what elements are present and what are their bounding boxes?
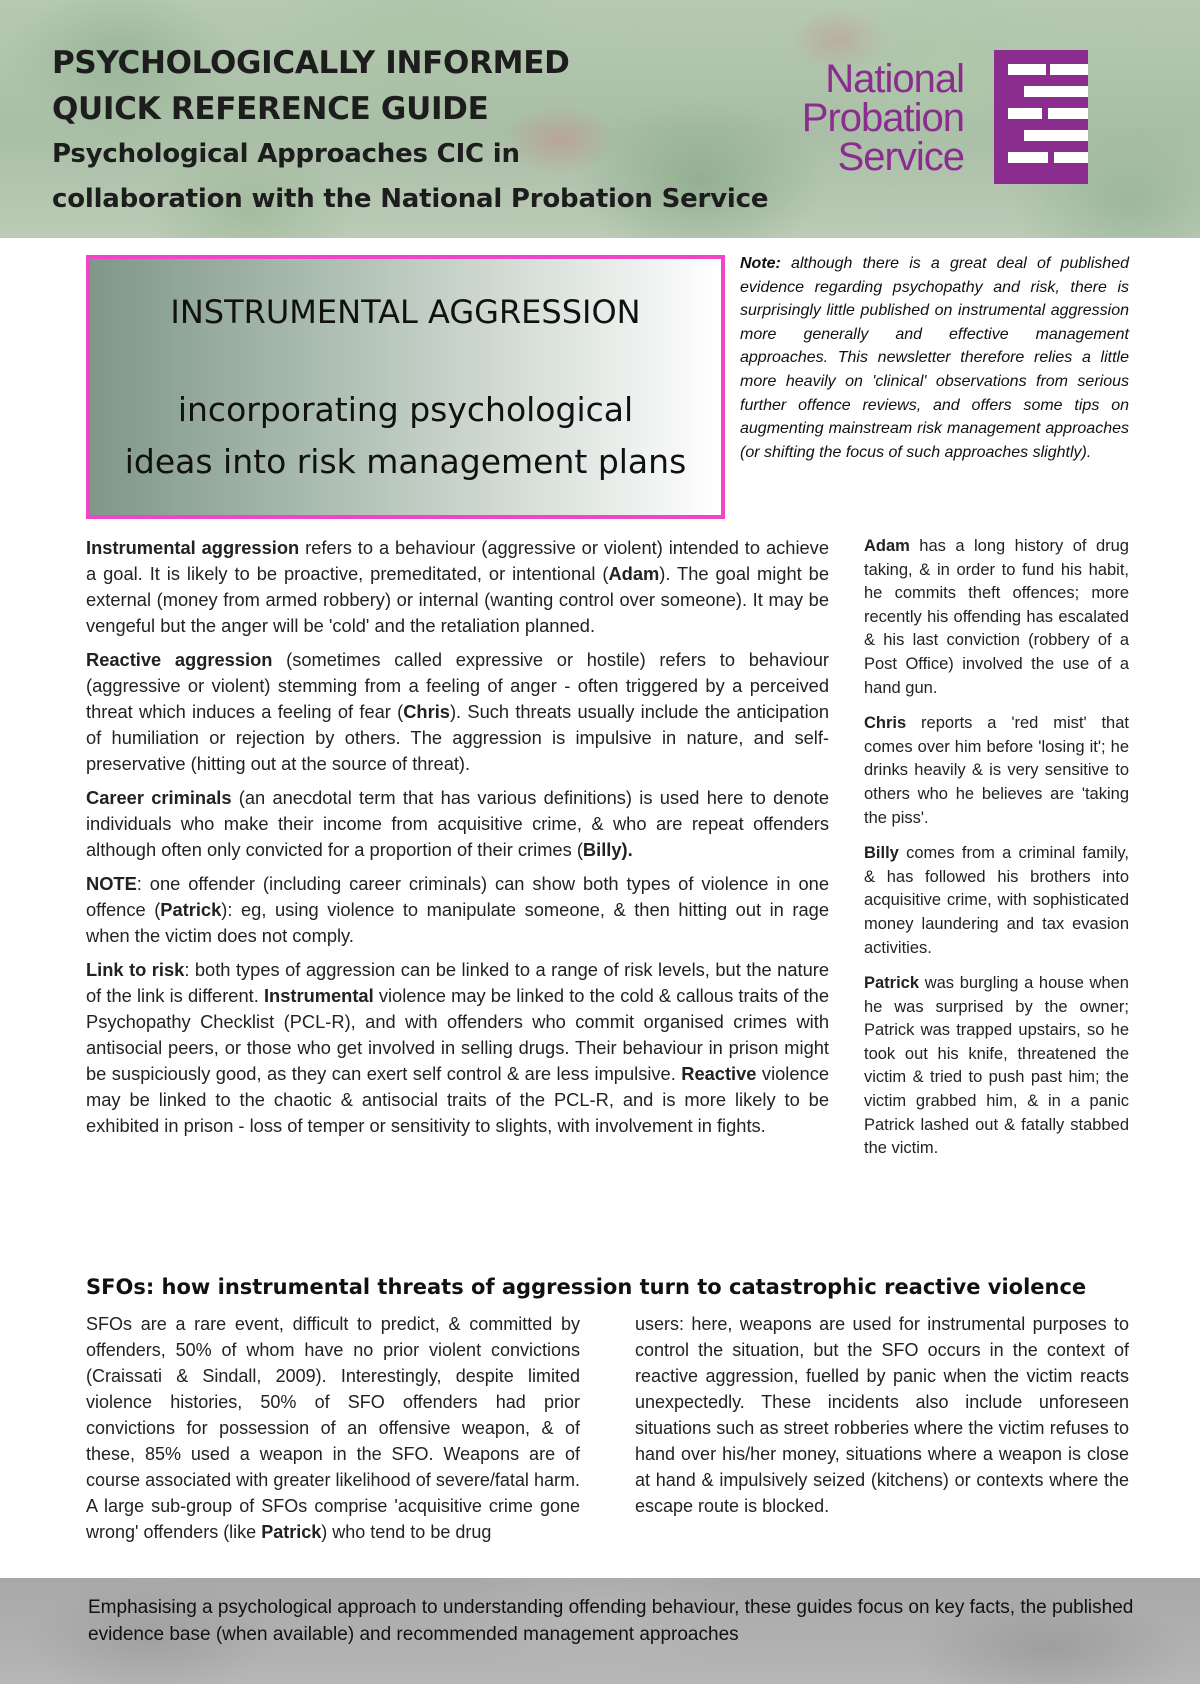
case-text: comes from a criminal family, & has followed his brothers into acquisitive crime, with sophisticated money laundering and tax evasion activities. [864,844,1129,957]
text: ). The goal might be external (money from armed robbery) or internal (wanting control over someone). It may be vengeful but the anger will be 'cold' and the retaliation planned. [86,563,829,636]
case-text: reports a 'red mist' that comes over him before 'losing it'; he drinks heavily & is very sensitive to others who he believes are 'taking the piss'. [864,714,1129,827]
case-name: Chris [864,714,907,733]
header-title-line2: QUICK REFERENCE GUIDE [52,91,489,127]
title-subheading-line1: incorporating psychological [177,390,634,429]
name-chris: Chris [403,701,450,722]
text: ). [621,839,633,860]
logo-line1: National [825,57,964,101]
header-title-line1: PSYCHOLOGICALLY INFORMED [52,45,570,81]
case-text: was burgling a house when he was surprised by the owner; Patrick was trapped upstairs, so he took out his knife, threatened the victim & tried to push past him; the victim grabbed him, & in a panic Patrick lashed out & fatally stabbed the victim. [864,974,1129,1158]
sfo-heading: SFOs: how instrumental threats of aggression turn to catastrophic reactive violence [86,1275,1087,1299]
text: (an anecdotal term that has various definitions) is used here to denote individuals who make their income from acquisitive crime, & who are repeat offenders although often only convicted for a proportion of their crimes ( [86,787,829,860]
logo-line3: Service [837,135,964,179]
name-adam: Adam [608,563,660,584]
case-patrick [864,972,1129,1161]
note-label: Note: [740,255,781,272]
term-note: NOTE [86,873,137,894]
case-name: Patrick [864,974,920,993]
text: (sometimes called expressive or hostile) refers to behaviour (aggressive or violent) stemming from a feeling of anger - often triggered by a perceived threat which induces a feeling of fear ( [86,649,829,722]
paragraph-note [86,871,829,949]
name-billy: Billy [582,839,622,860]
case-adam [864,535,1129,700]
text: ): eg, using violence to manipulate someone, & then hitting out in rage when the victim does not comply. [86,899,829,946]
name-patrick: Patrick [261,1522,322,1542]
text: refers to a behaviour (aggressive or violent) intended to achieve a goal. It is likely to be proactive, premeditated, or intentional ( [86,537,829,584]
note-text: although there is a great deal of published evidence regarding psychopathy and risk, there is surprisingly little published on instrumental aggression more generally and effective management approaches. This newsletter therefore relies a little more heavily on 'clinical' observations from serious further offence reviews, and offers some tips on augmenting mainstream risk management approaches (or shifting the focus of such approaches slightly). [740,255,1129,461]
footer-banner [0,1578,1200,1684]
term-instrumental-inline: Instrumental [263,985,374,1006]
term-link-to-risk: Link to risk [86,959,185,980]
header-banner [0,0,1200,238]
term-reactive-inline: Reactive [681,1063,757,1084]
text: ) who tend to be drug [321,1522,492,1542]
case-examples-column [864,535,1129,1173]
text: violence may be linked to the cold & callous traits of the Psychopathy Checklist (PCL-R), and with offenders who commit organised crimes with antisocial peers, or those who get involved in selling drugs. Their behaviour in prison might be suspiciously good, as they can exert self control & are less impulsive. [86,985,829,1084]
title-subheading [90,384,721,488]
sfo-right-column: users: here, weapons are used for instrumental purposes to control the situation, but the SFO occurs in the context of reactive aggression, fuelled by panic when the victim reacts unexpectedly. These incidents also include unforeseen situations such as street robberies where the victim refuses to hand over his/her money, situations where a weapon is close at hand & impulsively seized (kitchens) or contexts where the escape route is blocked. [635,1314,1129,1516]
case-text: has a long history of drug taking, & in order to fund his habit, he commits theft offences; more recently his offending has escalated & his last conviction (robbery of a Post Office) involved the use of a hand gun. [864,537,1129,697]
title-box [86,255,725,519]
footer-text: Emphasising a psychological approach to understanding offending behaviour, these guides focus on key facts, the published evidence base (when available) and recommended management approaches [88,1597,1134,1645]
text: : both types of aggression can be linked to a range of risk levels, but the nature of the link is different. [86,959,829,1006]
case-billy [864,842,1129,960]
term-reactive: Reactive aggression [86,649,273,670]
main-column [86,535,829,1147]
text: ). Such threats usually include the anticipation of humiliation or rejection by others. The aggression is impulsive in nature, and self-preservative (hitting out at the source of threat). [86,701,829,774]
name-patrick: Patrick [160,899,222,920]
nps-logo [770,50,1120,184]
logo-line2: Probation [801,96,964,140]
nps-logo-text [770,57,964,179]
title-heading: INSTRUMENTAL AGGRESSION [170,293,641,331]
text: : one offender (including career criminals) can show both types of violence in one offence ( [86,873,829,920]
header-subtitle-line2: collaboration with the National Probation Service [52,184,769,214]
title-subheading-line2: ideas into risk management plans [124,442,687,481]
paragraph-instrumental [86,535,829,639]
paragraph-career [86,785,829,863]
header-title-block [52,40,812,222]
text: SFOs are a rare event, difficult to predict, & committed by offenders, 50% of whom have no prior violent convictions (Craissati & Sindall, 2009). Interestingly, despite limited violence histories, 50% of SFO offenders had prior convictions for possession of an offensive weapon, & of these, 85% used a weapon in the SFO. Weapons are of course associated with greater likelihood of severe/fatal harm. A large sub-group of SFOs comprise 'acquisitive crime gone wrong' offenders (like [86,1314,580,1542]
sfo-left-column [86,1311,580,1545]
case-name: Adam [864,537,910,555]
term-instrumental: Instrumental aggression [86,537,300,558]
term-career-criminals: Career criminals [86,787,232,808]
paragraph-reactive [86,647,829,777]
intro-note [740,252,1129,464]
text: violence may be linked to the chaotic & antisocial traits of the PCL-R, and is more likely to be exhibited in prison - loss of temper or sensitivity to slights, with involvement in fights. [86,1063,829,1136]
case-chris [864,712,1129,830]
nps-logo-mark-icon [994,50,1088,184]
header-subtitle-line1: Psychological Approaches CIC in [52,139,520,169]
paragraph-link-to-risk [86,957,829,1139]
case-name: Billy [864,844,899,863]
